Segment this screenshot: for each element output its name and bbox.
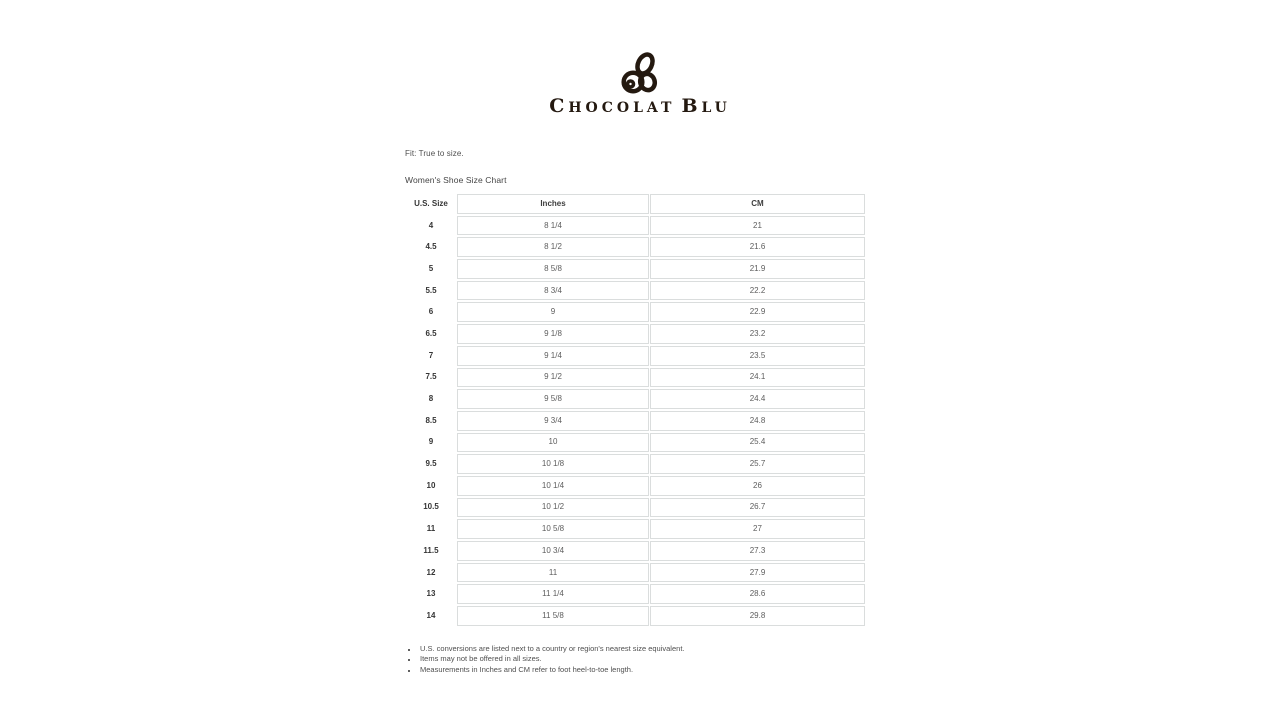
us-size-cell: 7 xyxy=(428,350,434,360)
inches-cell: 9 xyxy=(457,302,649,322)
table-row xyxy=(406,237,865,257)
footnotes-list xyxy=(418,644,866,676)
inches-cell: 10 xyxy=(457,433,649,453)
cm-cell: 25.4 xyxy=(650,433,865,453)
table-row xyxy=(406,606,865,626)
us-size-cell: 7.5 xyxy=(425,372,437,382)
cm-cell: 21 xyxy=(650,216,865,236)
cm-cell: 21.9 xyxy=(650,259,865,279)
inches-cell: 11 xyxy=(457,563,649,583)
table-row xyxy=(406,302,865,322)
cm-cell: 29.8 xyxy=(650,606,865,626)
brand-logo xyxy=(0,52,1280,117)
us-size-cell: 5.5 xyxy=(425,285,437,295)
inches-cell: 8 5/8 xyxy=(457,259,649,279)
cm-cell: 23.2 xyxy=(650,324,865,344)
table-row xyxy=(406,541,865,561)
footnote-item: • Items may not be offered in all sizes. xyxy=(418,654,866,665)
table-row xyxy=(406,368,865,388)
cm-cell: 26 xyxy=(650,476,865,496)
us-size-cell: 10 xyxy=(426,480,436,490)
cm-cell: 27.9 xyxy=(650,563,865,583)
table-row xyxy=(406,324,865,344)
cm-cell: 28.6 xyxy=(650,584,865,604)
cm-cell: 27 xyxy=(650,519,865,539)
inches-cell: 11 1/4 xyxy=(457,584,649,604)
table-row xyxy=(406,433,865,453)
cm-cell: 22.9 xyxy=(650,302,865,322)
us-size-cell: 8 xyxy=(428,394,434,404)
size-table xyxy=(405,192,866,628)
table-row xyxy=(406,519,865,539)
us-size-cell: 10.5 xyxy=(423,502,439,512)
us-size-cell: 5 xyxy=(428,263,434,273)
table-row xyxy=(406,216,865,236)
us-size-cell: 12 xyxy=(426,567,436,577)
inches-cell: 10 1/4 xyxy=(457,476,649,496)
header-us-size: U.S. Size xyxy=(414,198,448,208)
wordmark-letters: LU xyxy=(701,100,731,116)
inches-cell: 9 5/8 xyxy=(457,389,649,409)
footnote-item: • Measurements in Inches and CM refer to foot heel-to-toe length. xyxy=(418,665,866,676)
table-row xyxy=(406,498,865,518)
cm-cell: 23.5 xyxy=(650,346,865,366)
us-size-cell: 13 xyxy=(426,589,436,599)
table-row xyxy=(406,411,865,431)
brand-wordmark xyxy=(0,95,1280,117)
chart-title: Women's Shoe Size Chart xyxy=(405,175,507,185)
inches-cell: 8 1/2 xyxy=(457,237,649,257)
cm-cell: 27.3 xyxy=(650,541,865,561)
cm-cell: 24.8 xyxy=(650,411,865,431)
us-size-cell: 14 xyxy=(426,610,436,620)
table-header-row xyxy=(406,194,865,214)
cm-cell: 22.2 xyxy=(650,281,865,301)
inches-cell: 9 1/2 xyxy=(457,368,649,388)
size-chart-content xyxy=(405,149,866,676)
wordmark-letter: C xyxy=(549,95,569,117)
inches-cell: 10 3/4 xyxy=(457,541,649,561)
us-size-cell: 4.5 xyxy=(425,242,437,252)
cm-cell: 26.7 xyxy=(650,498,865,518)
us-size-cell: 9 xyxy=(428,437,434,447)
table-row xyxy=(406,346,865,366)
header-inches: Inches xyxy=(457,194,649,214)
us-size-cell: 6 xyxy=(428,307,434,317)
inches-cell: 10 1/2 xyxy=(457,498,649,518)
table-row xyxy=(406,389,865,409)
inches-cell: 10 5/8 xyxy=(457,519,649,539)
inches-cell: 10 1/8 xyxy=(457,454,649,474)
wordmark-letter: B xyxy=(681,95,702,117)
us-size-cell: 9.5 xyxy=(425,459,437,469)
cm-cell: 24.1 xyxy=(650,368,865,388)
inches-cell: 8 3/4 xyxy=(457,281,649,301)
us-size-cell: 11.5 xyxy=(423,545,439,555)
inches-cell: 9 1/8 xyxy=(457,324,649,344)
cm-cell: 24.4 xyxy=(650,389,865,409)
inches-cell: 9 1/4 xyxy=(457,346,649,366)
table-row xyxy=(406,563,865,583)
table-row xyxy=(406,454,865,474)
inches-cell: 8 1/4 xyxy=(457,216,649,236)
footnote-item: • U.S. conversions are listed next to a country or region's nearest size equivalent. xyxy=(418,644,866,655)
table-row xyxy=(406,259,865,279)
wordmark-letters: HOCOLAT xyxy=(568,100,676,116)
table-row xyxy=(406,281,865,301)
cb-monogram-icon xyxy=(620,52,660,94)
fit-note: Fit: True to size. xyxy=(405,149,464,158)
inches-cell: 11 5/8 xyxy=(457,606,649,626)
us-size-cell: 8.5 xyxy=(425,415,437,425)
cm-cell: 21.6 xyxy=(650,237,865,257)
us-size-cell: 11 xyxy=(426,524,436,534)
cm-cell: 25.7 xyxy=(650,454,865,474)
header-cm: CM xyxy=(650,194,865,214)
table-row xyxy=(406,584,865,604)
table-row xyxy=(406,476,865,496)
inches-cell: 9 3/4 xyxy=(457,411,649,431)
us-size-cell: 6.5 xyxy=(425,328,437,338)
us-size-cell: 4 xyxy=(428,220,434,230)
